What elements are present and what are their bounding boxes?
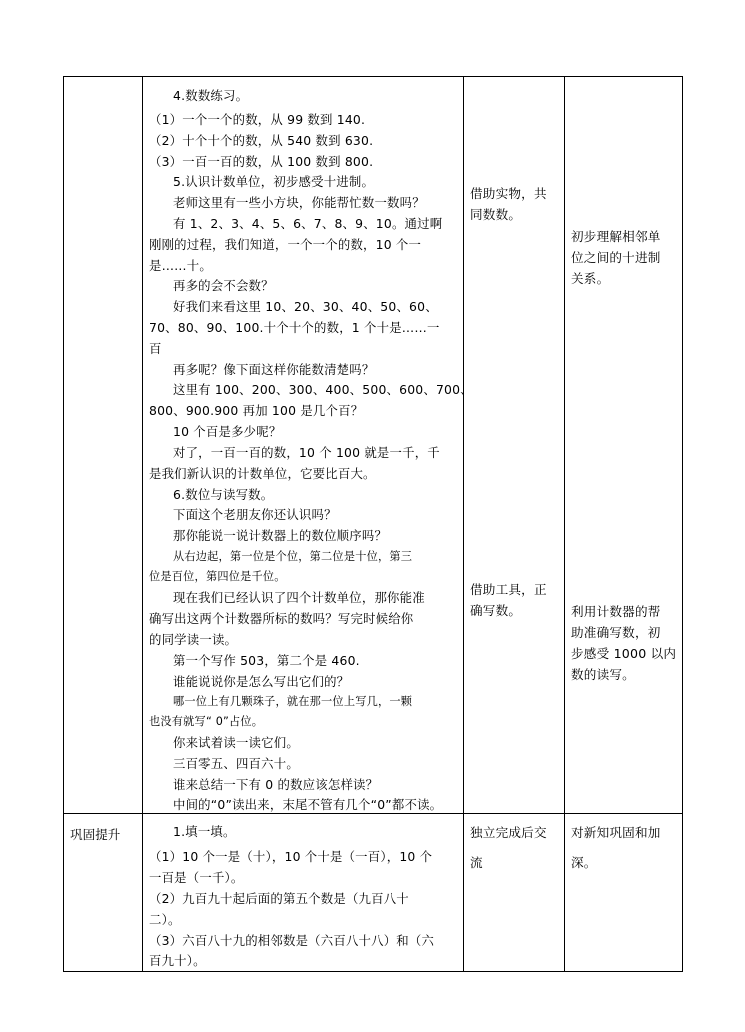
intent-text: 初步理解相邻单 [571,229,661,244]
text-line: 再多呢？像下面这样你能数清楚吗？ [173,362,375,377]
text-line: 也没有就写“ 0”占位。 [149,715,264,728]
step-heading: 4.数数练习。 [173,88,249,103]
text-line: 的同学读一读。 [149,632,238,647]
text-line: 三百零五、四百六十。 [173,756,299,771]
text-line: 谁来总结一下有 0 的数应该怎样读？ [173,777,379,792]
activity-text: 借助实物，共 [470,186,547,201]
activity-text: 确写数。 [470,603,522,618]
intent-text: 关系。 [571,271,610,286]
text-line: 对了，一百一百的数，10 个 100 就是一千，千 [173,445,440,460]
text-line: 下面这个老朋友你还认识吗？ [173,507,337,522]
text-line: 有 1、2、3、4、5、6、7、8、9、10。通过啊 [173,216,443,231]
activity-text: 独立完成后交 [470,825,547,840]
text-line: （3）一百一百的数，从 100 数到 800. [149,154,374,169]
intent-text: 位之间的十进制 [571,250,661,265]
activity-text: 同数数。 [470,207,522,222]
text-line: 确写出这两个计数器所标的数吗？写完时候给你 [149,611,414,626]
text-line: 好我们来看这里 10、20、30、40、50、60、 [173,299,438,314]
text-line: 从右边起，第一位是个位，第二位是十位，第三 [173,550,413,563]
student-activity-cell [464,77,565,814]
process-cell [143,814,464,972]
activity-text: 流 [470,855,483,870]
design-intent-cell [565,814,683,972]
step-heading: 1.填一填。 [173,824,236,839]
intent-text: 对新知巩固和加 [571,825,661,840]
text-line: 一百是（一千）。 [149,870,244,885]
intent-text: 数的读写。 [571,667,635,682]
text-line: 你来试着读一读它们。 [173,735,299,750]
text-line: 现在我们已经认识了四个计数单位，那你能准 [173,590,425,605]
text-line: 刚刚的过程，我们知道，一个一个的数，10 个一 [149,237,422,252]
stage-label: 巩固提升 [64,814,143,972]
text-line: （3）六百八十九的相邻数是（六百八十八）和（六 [149,933,435,948]
text-line: 老师这里有一些小方块，你能帮忙数一数吗？ [173,195,425,210]
design-intent-cell [565,77,683,814]
text-line: （1）一个一个的数，从 99 数到 140. [149,112,366,127]
text-line: 70、80、90、100.十个十个的数，1 个十是……一 [149,320,440,335]
activity-text: 借助工具，正 [470,582,547,597]
text-line: 位是百位，第四位是千位。 [149,570,286,583]
text-line: 中间的“0”读出来，末尾不管有几个“0”都不读。 [173,797,443,812]
text-line: 第一个写作 503，第二个是 460. [173,653,360,668]
intent-text: 步感受 1000 以内 [571,646,677,661]
intent-text: 深。 [571,855,597,870]
text-line: 哪一位上有几颗珠子，就在那一位上写几，一颗 [173,695,413,708]
text-line: 百 [149,341,162,356]
text-line: 二）。 [149,912,181,927]
student-activity-cell [464,814,565,972]
text-line: （2）九百九十起后面的第五个数是（九百八十 [149,891,409,906]
text-line: 是……十。 [149,258,212,273]
text-line: 那你能说一说计数器上的数位顺序吗？ [173,528,388,543]
intent-text: 助准确写数，初 [571,625,661,640]
text-line: 这里有 100、200、300、400、500、600、700、 [173,382,473,397]
text-line: （2）十个十个的数，从 540 数到 630. [149,133,374,148]
text-line: 谁能说说你是怎么写出它们的？ [173,674,350,689]
intent-text: 利用计数器的帮 [571,604,661,619]
table-row [64,814,683,972]
process-cell [143,77,473,814]
text-line: 10 个百是多少呢？ [173,424,282,439]
text-line: （1）10 个一是（十），10 个十是（一百），10 个 [149,849,433,864]
step-heading: 6.数位与读写数。 [173,487,274,502]
text-line: 800、900.900 再加 100 是几个百？ [149,403,364,418]
text-line: 再多的会不会数？ [173,278,274,293]
text-line: 是我们新认识的计数单位，它要比百大。 [149,466,376,481]
table-row [64,77,683,814]
text-line: 百九十）。 [149,953,206,968]
step-heading: 5.认识计数单位，初步感受十进制。 [173,174,375,189]
lesson-plan-table [63,76,683,972]
stage-cell [64,77,143,814]
